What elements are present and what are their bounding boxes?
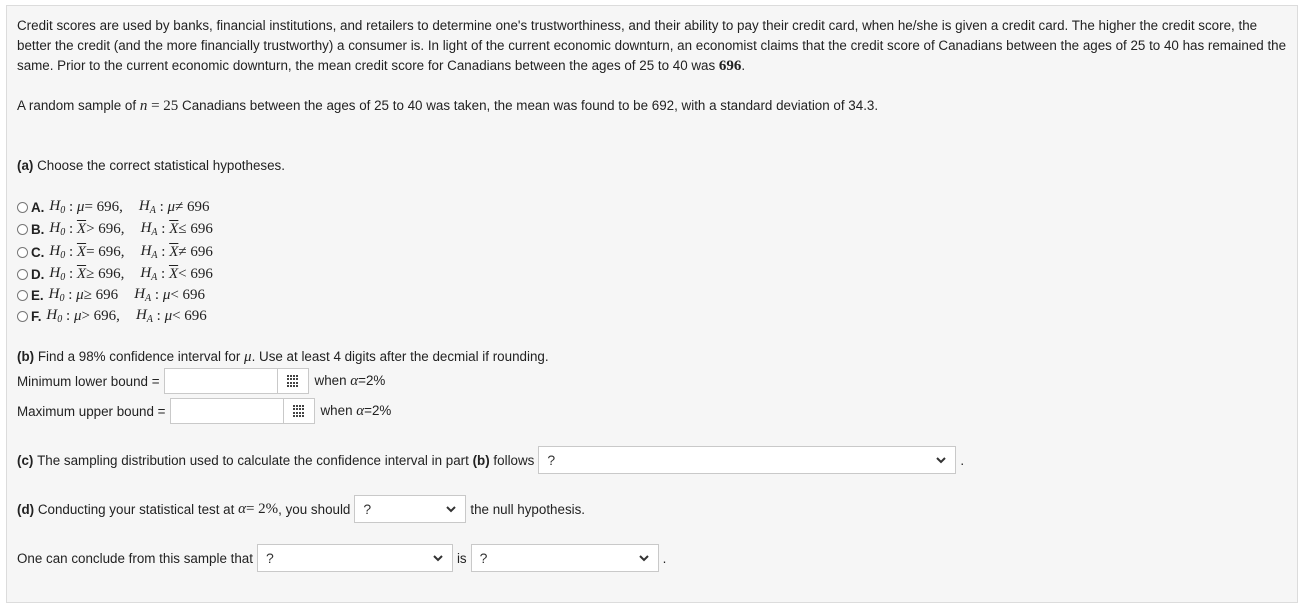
part-d-text: Conducting your statistical test at: [37, 501, 235, 517]
h0-label: $H_0$: [49, 265, 66, 283]
intro-paragraph: [17, 16, 1287, 76]
part-a-label: (a): [17, 158, 34, 173]
sample-size-value: = 25: [147, 98, 179, 114]
option-letter: E.: [31, 287, 44, 303]
sample-paragraph: [17, 96, 878, 116]
ha-relation: ≤ 696: [178, 220, 213, 237]
ha-relation: < 696: [172, 307, 207, 324]
part-c-text-end: follows: [493, 452, 535, 468]
alpha-eq: = 2%: [245, 500, 279, 517]
alpha-value: =2%: [358, 372, 386, 388]
h0-relation: > 696,: [86, 220, 125, 237]
colon: :: [157, 220, 170, 237]
lower-alpha-note: [315, 373, 386, 390]
chevron-down-icon: [638, 552, 650, 564]
conclusion-text: One can conclude from this sample that: [17, 550, 253, 566]
ha-relation: ≠ 696: [178, 243, 213, 260]
colon: :: [65, 265, 77, 282]
part-d-row: [17, 494, 585, 524]
keypad-icon: [287, 375, 299, 387]
h0-label: $H_0$: [49, 198, 66, 216]
radio-button[interactable]: [17, 269, 28, 280]
h0-label: $H_0$: [49, 220, 66, 238]
h0-symbol: $\overline{X}$: [76, 265, 87, 282]
prior-mean-value: 696: [718, 58, 742, 74]
colon: :: [151, 286, 163, 303]
hypothesis-option-d[interactable]: [17, 264, 213, 284]
part-c-period: .: [960, 452, 965, 468]
intro-text: Credit scores are used by banks, financial institutions, and retailers to determine one's trustworthiness, and their ability to pay their credit card, when he/she is given a credit card. The higher the credit score, the better the credit (and the more financially trustworthy) a consumer is. In light of the current economic downturn, an economist claims that the credit score of Canadians between the ages of 25 to 40 has remained the same. Prior to the current economic downturn, the mean credit score for Canadians between the ages of 25 to 40 was: [17, 18, 1287, 73]
upper-bound-row: [17, 396, 391, 426]
sample-text-start: A random sample of: [17, 98, 137, 113]
part-b-question: [17, 347, 549, 367]
colon: :: [65, 198, 77, 215]
h0-label: $H_0$: [46, 307, 63, 325]
part-c-text: The sampling distribution used to calculate the confidence interval in part: [37, 452, 469, 468]
part-a-question: [17, 156, 285, 176]
colon: :: [64, 286, 77, 303]
part-d-text-mid: , you should: [278, 501, 351, 517]
distribution-select-value: ?: [547, 452, 556, 468]
ha-label: $H_A$: [140, 265, 158, 283]
radio-button[interactable]: [17, 202, 28, 213]
ha-symbol: μ: [164, 307, 173, 324]
radio-button[interactable]: [17, 311, 28, 322]
chevron-down-icon: [432, 552, 444, 564]
ha-label: $H_A$: [140, 220, 158, 238]
conclusion-subject-select[interactable]: [257, 544, 453, 572]
hypothesis-option-e[interactable]: [17, 285, 205, 305]
ha-relation: < 696: [170, 286, 206, 303]
ha-relation: < 696: [178, 265, 213, 282]
upper-bound-input[interactable]: [171, 399, 283, 423]
when-text: when: [314, 372, 347, 388]
intro-period: .: [741, 58, 746, 73]
radio-button[interactable]: [17, 224, 28, 235]
option-letter: C.: [31, 244, 45, 260]
part-c-label: (c): [17, 452, 34, 468]
h0-relation: = 696,: [84, 198, 123, 215]
part-c-row: [17, 445, 964, 475]
question-panel: [6, 5, 1298, 603]
ha-label: $H_A$: [140, 243, 158, 261]
part-d-text-end: the null hypothesis.: [470, 501, 586, 517]
h0-symbol: $\overline{X}$: [76, 243, 87, 260]
mu-symbol: μ: [244, 349, 252, 365]
hypothesis-option-a[interactable]: [17, 197, 210, 217]
ha-symbol: $\overline{X}$: [169, 243, 179, 260]
h0-symbol: μ: [76, 286, 84, 303]
radio-button[interactable]: [17, 290, 28, 301]
ha-label: $H_A$: [134, 286, 152, 304]
upper-alpha-note: [321, 403, 392, 420]
ha-symbol: $\overline{X}$: [169, 220, 179, 237]
chevron-down-icon: [935, 454, 947, 466]
reject-decision-select[interactable]: [354, 495, 466, 523]
conclusion-is-text: is: [456, 550, 467, 566]
lower-bound-keypad-button[interactable]: [277, 369, 308, 393]
ha-symbol: $\overline{X}$: [168, 265, 179, 282]
hypothesis-option-f[interactable]: [17, 306, 207, 326]
lower-bound-input[interactable]: [165, 369, 277, 393]
option-letter: B.: [31, 221, 45, 237]
alpha-symbol: α: [238, 500, 246, 517]
part-a-text: Choose the correct statistical hypotheses.: [37, 158, 285, 173]
lower-bound-input-box: [164, 368, 309, 394]
colon: :: [152, 307, 165, 324]
upper-bound-input-box: [170, 398, 315, 424]
h0-label: $H_0$: [49, 243, 66, 261]
alpha-value: =2%: [364, 402, 392, 418]
option-letter: A.: [31, 199, 45, 215]
colon: :: [157, 243, 170, 260]
lower-bound-row: [17, 366, 385, 396]
hypothesis-option-c[interactable]: [17, 242, 213, 262]
colon: :: [65, 220, 77, 237]
part-b-text: Find a 98% confidence interval for: [37, 349, 241, 364]
h0-symbol: μ: [76, 198, 85, 215]
upper-bound-keypad-button[interactable]: [283, 399, 314, 423]
distribution-select[interactable]: [538, 446, 956, 474]
h0-relation: > 696,: [81, 307, 120, 324]
part-b-text-end: . Use at least 4 digits after the decmial if rounding.: [251, 349, 549, 364]
h0-relation: = 696,: [86, 243, 125, 260]
chevron-down-icon: [445, 503, 457, 515]
colon: :: [157, 265, 169, 282]
conclusion-row: [17, 543, 666, 573]
conclusion-subject-value: ?: [265, 550, 274, 566]
reject-decision-value: ?: [363, 501, 372, 517]
conclusion-period: .: [662, 550, 667, 566]
part-d-label: (d): [17, 501, 35, 517]
sample-size-symbol: n: [139, 98, 148, 114]
ha-relation: ≠ 696: [175, 198, 210, 215]
upper-bound-label: Maximum upper bound =: [17, 403, 166, 419]
hypothesis-option-b[interactable]: [17, 219, 213, 239]
keypad-icon: [293, 405, 305, 417]
part-b-label: (b): [17, 349, 35, 364]
h0-relation: ≥ 696: [83, 286, 119, 303]
alpha-symbol: α: [350, 372, 359, 389]
colon: :: [65, 243, 77, 260]
h0-symbol: μ: [73, 307, 82, 324]
ha-label: $H_A$: [135, 307, 153, 325]
radio-button[interactable]: [17, 247, 28, 258]
part-b-reference: (b): [472, 452, 490, 468]
option-letter: F.: [31, 308, 42, 324]
lower-bound-label: Minimum lower bound =: [17, 373, 160, 389]
colon: :: [62, 307, 74, 324]
when-text: when: [320, 402, 353, 418]
h0-label: $H_0$: [48, 286, 65, 304]
ha-symbol: μ: [167, 198, 176, 215]
h0-symbol: $\overline{X}$: [76, 220, 87, 237]
conclusion-status-value: ?: [479, 550, 488, 566]
option-letter: D.: [31, 266, 45, 282]
conclusion-status-select[interactable]: [471, 544, 659, 572]
h0-relation: ≥ 696,: [86, 265, 125, 282]
ha-label: $H_A$: [138, 198, 156, 216]
colon: :: [155, 198, 168, 215]
sample-text-end: Canadians between the ages of 25 to 40 was taken, the mean was found to be 692, with a standard deviation of 34.3.: [182, 98, 879, 113]
alpha-symbol: α: [356, 402, 365, 419]
ha-symbol: μ: [162, 286, 171, 303]
